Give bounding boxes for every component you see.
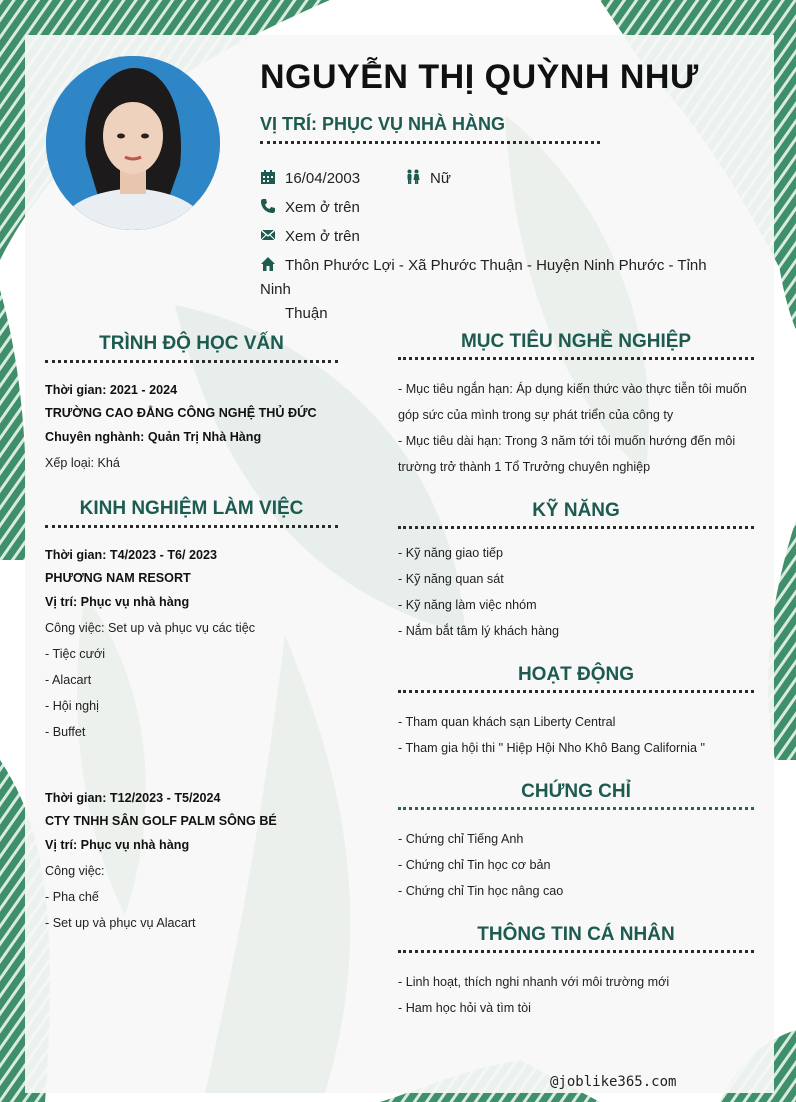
address-line-1: Thôn Phước Lợi - Xã Phước Thuận - Huyện Ninh Phước - Tỉnh Ninh [260,257,707,298]
activity-item: - Tham quan khách sạn Liberty Central [398,715,616,729]
job-1-line: - Hội nghị [45,699,99,713]
email-value: Xem ở trên [285,228,360,245]
skills-divider [398,526,754,529]
education-school: TRƯỜNG CAO ĐẲNG CÔNG NGHỆ THỦ ĐỨC [45,406,317,420]
email-row [260,225,360,249]
birthdate-row [260,167,360,191]
job-1-line: - Tiệc cưới [45,647,106,661]
address-row [260,254,740,326]
objective-short-term: - Mục tiêu ngắn hạn: Áp dụng kiến thức vào thực tiễn tôi muốn góp sức của mình trong sự phát triển của công ty [398,382,747,422]
job-2-role: Vị trí: Phục vụ nhà hàng [45,838,190,852]
certificate-item: - Chứng chỉ Tin học nâng cao [398,884,564,898]
skill-item: - Nắm bắt tâm lý khách hàng [398,624,559,638]
phone-icon [260,198,276,214]
certificate-item: - Chứng chỉ Tiếng Anh [398,832,524,846]
gender-row [405,167,451,191]
job-2-line: Công việc: [45,864,105,878]
gender-value: Nữ [430,170,451,187]
objective-title: MỤC TIÊU NGHỀ NGHIỆP [460,331,692,352]
job-1-time: Thời gian: T4/2023 - T6/ 2023 [45,548,218,562]
personal-title: THÔNG TIN CÁ NHÂN [477,924,675,945]
skill-item: - Kỹ năng làm việc nhóm [398,598,537,612]
people-icon [405,169,421,185]
certificate-item: - Chứng chỉ Tin học cơ bản [398,858,551,872]
job-1-line: - Buffet [45,725,86,739]
education-time: Thời gian: 2021 - 2024 [45,383,178,397]
experience-divider [45,525,338,528]
skill-item: - Kỹ năng giao tiếp [398,546,504,560]
activities-title: HOẠT ĐỘNG [517,664,635,685]
job-2-line: - Set up và phục vụ Alacart [45,916,196,930]
job-1-line: - Alacart [45,673,92,687]
activity-item: - Tham gia hội thi " Hiệp Hội Nho Khô Bang California " [398,741,705,755]
candidate-name: NGUYỄN THỊ QUỲNH NHƯ [260,58,699,96]
address-line-2: Thuận [285,305,328,322]
person-silhouette [46,56,220,230]
certificates-divider [398,807,754,810]
personal-divider [398,950,754,953]
skills-title: KỸ NĂNG [532,500,620,521]
calendar-icon [260,169,276,185]
certificates-title: CHỨNG CHỈ [521,781,631,802]
job-1-company: PHƯƠNG NAM RESORT [45,571,191,585]
experience-title: KINH NGHIỆM LÀM VIỆC [79,498,304,519]
objective-divider [398,357,754,360]
job-1-role: Vị trí: Phục vụ nhà hàng [45,595,190,609]
job-1-line: Công việc: Set up và phục vụ các tiệc [45,621,256,635]
education-grade: Xếp loại: Khá [45,456,120,470]
activities-divider [398,690,754,693]
home-icon [260,256,276,272]
phone-value: Xem ở trên [285,199,360,216]
position-title: VỊ TRÍ: PHỤC VỤ NHÀ HÀNG [260,114,600,144]
job-2-company: CTY TNHH SÂN GOLF PALM SÔNG BÉ [45,814,277,828]
education-divider [45,360,338,363]
objective-long-term: - Mục tiêu dài hạn: Trong 3 năm tới tôi muốn hướng đến môi trường trở thành 1 Tổ Trưởng chuyên nghiệp [398,434,736,474]
profile-photo [46,56,220,230]
education-major: Chuyên nghành: Quản Trị Nhà Hàng [45,430,262,444]
personal-item: - Ham học hỏi và tìm tòi [398,1001,531,1015]
envelope-icon [260,227,276,243]
education-title: TRÌNH ĐỘ HỌC VẤN [99,333,284,354]
phone-row [260,196,360,220]
job-2-time: Thời gian: T12/2023 - T5/2024 [45,791,221,805]
personal-item: - Linh hoạt, thích nghi nhanh với môi trường mới [398,975,670,989]
birthdate-value: 16/04/2003 [285,170,361,187]
site-watermark: @joblike365.com [550,1074,677,1090]
skill-item: - Kỹ năng quan sát [398,572,504,586]
job-2-line: - Pha chế [45,890,99,904]
